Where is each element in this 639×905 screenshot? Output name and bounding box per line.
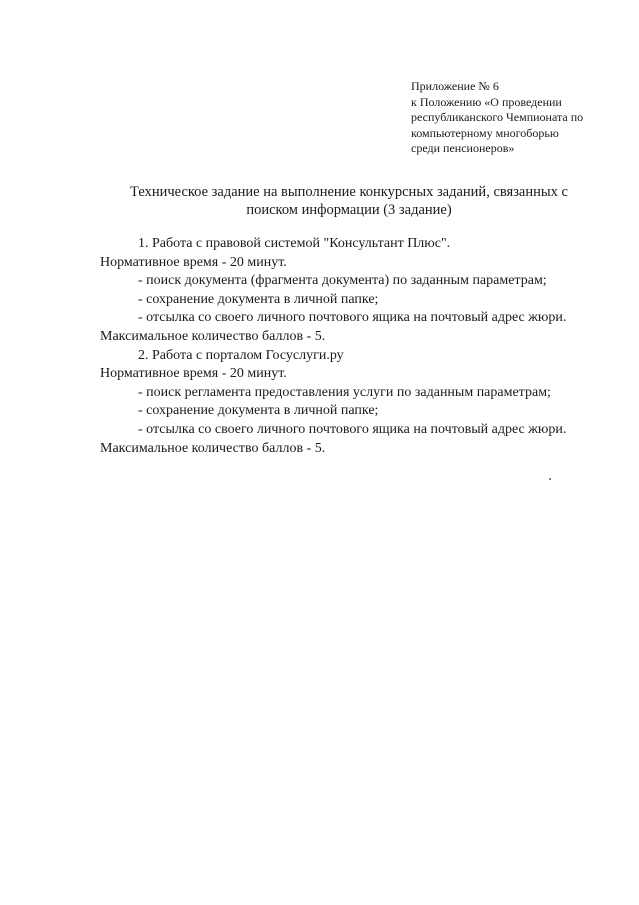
appendix-line: компьютерному многоборью	[411, 125, 559, 140]
section-time: Нормативное время - 20 минут.	[100, 366, 287, 382]
section-score: Максимальное количество баллов - 5.	[100, 440, 326, 456]
appendix-line: Приложение № 6	[411, 79, 499, 93]
section-score: Максимальное количество баллов - 5.	[100, 328, 326, 344]
section-item: - отсылка со своего личного почтового ящика на почтовый адрес жюри.	[138, 421, 567, 437]
appendix-note	[411, 79, 631, 157]
section-heading: 1. Работа с правовой системой "Консультант Плюс".	[138, 236, 451, 251]
section-item: - сохранение документа в личной папке;	[138, 291, 379, 307]
section-item: - поиск регламента предоставления услуги по заданным параметрам;	[138, 384, 551, 400]
section-time: Нормативное время - 20 минут.	[100, 254, 287, 270]
section-item: - поиск документа (фрагмента документа) по заданным параметрам;	[138, 273, 547, 289]
section-item: - отсылка со своего личного почтового ящика на почтовый адрес жюри.	[138, 310, 567, 326]
appendix-line: республиканского Чемпионата по	[411, 110, 584, 124]
section-item: - сохранение документа в личной папке;	[138, 403, 379, 419]
section-2	[100, 347, 620, 459]
appendix-line: к Положению «О проведении	[411, 94, 562, 109]
title-line-2: поиском информации (3 задание)	[246, 202, 452, 218]
document-body	[100, 235, 620, 458]
section-1	[100, 235, 620, 347]
appendix-line: среди пенсионеров»	[411, 141, 515, 155]
scan-speck	[549, 478, 551, 480]
title-line-1: Техническое задание на выполнение конкурсных заданий, связанных с	[130, 184, 568, 200]
document-title	[100, 183, 598, 219]
section-heading: 2. Работа с порталом Госуслуги.ру	[138, 347, 344, 363]
